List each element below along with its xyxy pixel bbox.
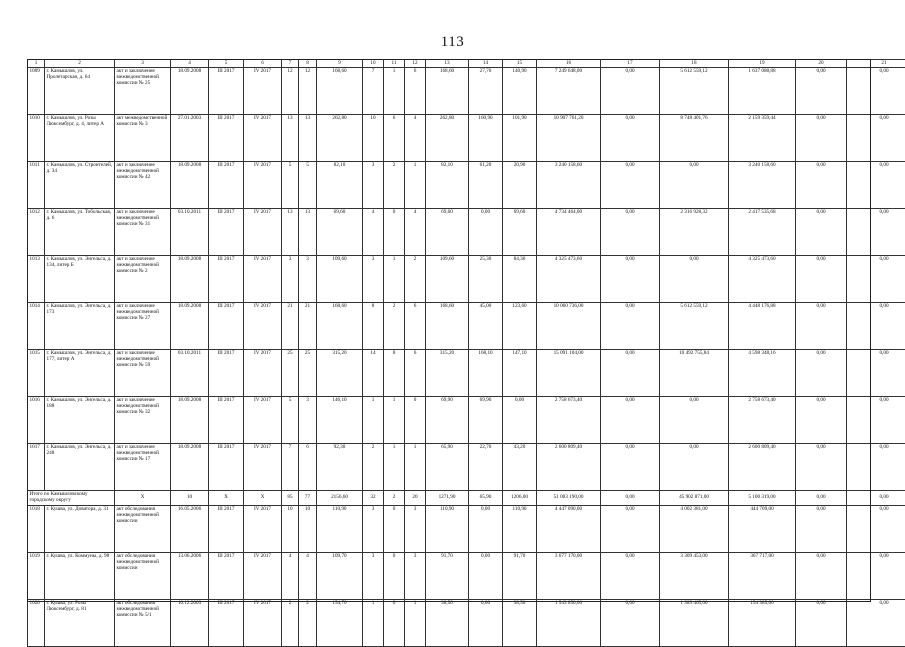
value-cell: 0,00 (847, 256, 905, 303)
total-value: 0,00 (601, 491, 660, 506)
value-cell: 8 (384, 350, 405, 397)
value-cell: 8 748 401,76 (660, 115, 729, 162)
total-value: 20 (405, 491, 426, 506)
value-cell: 367 717,00 (729, 552, 796, 599)
value-cell: IV 2017 (244, 552, 282, 599)
column-number: 18 (660, 60, 729, 68)
row-number: 1011 (28, 162, 45, 209)
address-cell: г. Камышлов, ул. Пролетарская, д. 64 (45, 68, 115, 115)
document-cell: акт и заключение межведомственной комиссии № 25 (115, 68, 171, 115)
value-cell: IV 2017 (244, 397, 282, 444)
value-cell: 14 (363, 350, 384, 397)
document-cell: акт и заключение межведомственной комиссии № 42 (115, 162, 171, 209)
value-cell: 13 (299, 115, 317, 162)
value-cell: 0,00 (847, 68, 905, 115)
value-cell: 2 758 673,40 (537, 397, 601, 444)
total-value: 85 (282, 491, 299, 506)
value-cell: 0,00 (601, 505, 660, 552)
value-cell: 22,70 (469, 444, 503, 491)
value-cell: 18.09.2008 (171, 162, 209, 209)
value-cell: 7 (363, 68, 384, 115)
value-cell: 18.09.2008 (171, 68, 209, 115)
value-cell: 0 (405, 397, 426, 444)
column-number: 11 (384, 60, 405, 68)
value-cell: 7 (282, 444, 299, 491)
value-cell: 0,00 (796, 68, 847, 115)
value-cell: IV 2017 (244, 68, 282, 115)
value-cell: 4 448 176,88 (729, 303, 796, 350)
value-cell: 1 (405, 599, 426, 646)
row-number: 1009 (28, 68, 45, 115)
value-cell: 0,00 (796, 115, 847, 162)
value-cell: 10 (282, 505, 299, 552)
column-number: 5 (209, 60, 244, 68)
value-cell: 3 (299, 256, 317, 303)
value-cell: 168,10 (469, 350, 503, 397)
row-number: 1013 (28, 256, 45, 303)
address-cell: г. Камышлов, ул. Энгельса, д. 134, литер Б (45, 256, 115, 303)
value-cell: 4 325 473,60 (537, 256, 601, 303)
document-cell: акт и заключение межведомственной комиссии № 27 (115, 303, 171, 350)
value-cell: 168,60 (317, 303, 363, 350)
value-cell: 1 (405, 444, 426, 491)
value-cell: 0 (384, 209, 405, 256)
total-value: 45 902 871,00 (660, 491, 729, 506)
value-cell: 18.09.2008 (171, 303, 209, 350)
value-cell: III 2017 (209, 209, 244, 256)
value-cell: 1 389 465,00 (660, 599, 729, 646)
value-cell: 21 (282, 303, 299, 350)
value-cell: 168,60 (317, 68, 363, 115)
value-cell: 444 709,00 (729, 505, 796, 552)
value-cell: 3 (363, 505, 384, 552)
value-cell: 0 (384, 552, 405, 599)
value-cell: IV 2017 (244, 162, 282, 209)
value-cell: 0,00 (469, 505, 503, 552)
value-cell: 0,00 (796, 599, 847, 646)
value-cell: 160,90 (469, 115, 503, 162)
value-cell: 18.09.2008 (171, 397, 209, 444)
value-cell: 4 (299, 552, 317, 599)
total-value: X (209, 491, 244, 506)
value-cell: 3 (405, 505, 426, 552)
value-cell: 0,00 (601, 397, 660, 444)
value-cell: 45,00 (469, 303, 503, 350)
value-cell: 5 (282, 397, 299, 444)
value-cell: 18.09.2008 (171, 444, 209, 491)
value-cell: IV 2017 (244, 115, 282, 162)
value-cell: 0,00 (660, 444, 729, 491)
value-cell: IV 2017 (244, 256, 282, 303)
value-cell: 4 325 473,60 (729, 256, 796, 303)
value-cell: 2 600 809,40 (729, 444, 796, 491)
value-cell: 10.12.2003 (171, 599, 209, 646)
value-cell: 8 (363, 303, 384, 350)
value-cell: 154,70 (317, 599, 363, 646)
value-cell: 18.09.2008 (171, 256, 209, 303)
value-cell: 0,00 (847, 397, 905, 444)
value-cell: 140,90 (503, 68, 537, 115)
value-cell: 109,60 (426, 256, 469, 303)
value-cell: III 2017 (209, 68, 244, 115)
column-number: 1 (28, 60, 45, 68)
value-cell: III 2017 (209, 599, 244, 646)
column-number: 15 (503, 60, 537, 68)
document-cell: акт и заключение межведомственной комиссии № 32 (115, 397, 171, 444)
column-number: 3 (115, 60, 171, 68)
value-cell: 65,90 (426, 444, 469, 491)
value-cell: 3 240 158,60 (729, 162, 796, 209)
value-cell: 10 (363, 115, 384, 162)
value-cell: 38,50 (503, 599, 537, 646)
value-cell: 0,00 (847, 552, 905, 599)
value-cell: 154 385,00 (729, 599, 796, 646)
value-cell: 0,00 (601, 599, 660, 646)
column-number: 21 (847, 60, 905, 68)
value-cell: 1 543 850,00 (537, 599, 601, 646)
value-cell: 27.01.2003 (171, 115, 209, 162)
value-cell: 20,90 (503, 162, 537, 209)
value-cell: 4 (282, 552, 299, 599)
row-number: 1012 (28, 209, 45, 256)
address-cell: г. Кушва, ул. Розы Люксембург, д. 81 (45, 599, 115, 646)
document-cell: акт и заключение межведомственной комиссии № 31 (115, 209, 171, 256)
document-cell: акт обследования межведомственной комиссии № 5/1 (115, 599, 171, 646)
column-number: 10 (363, 60, 384, 68)
total-value: 51 003 190,00 (537, 491, 601, 506)
row-number: 1015 (28, 350, 45, 397)
value-cell: 0,00 (601, 303, 660, 350)
value-cell: 101,90 (503, 115, 537, 162)
value-cell: 0,00 (847, 115, 905, 162)
value-cell: 0 (384, 505, 405, 552)
value-cell: 0,00 (660, 397, 729, 444)
total-value: 2 (384, 491, 405, 506)
value-cell: 146,10 (317, 397, 363, 444)
value-cell: 2 (384, 303, 405, 350)
value-cell: 0,00 (847, 303, 905, 350)
value-cell: 2 (405, 256, 426, 303)
value-cell: 5 612 559,12 (660, 303, 729, 350)
document-cell: акт межведомственной комиссии № 3 (115, 115, 171, 162)
value-cell: 0,00 (601, 209, 660, 256)
value-cell: 110,90 (426, 505, 469, 552)
value-cell: 4 002 381,00 (660, 505, 729, 552)
value-cell: 16.05.2006 (171, 505, 209, 552)
address-cell: г. Камышлов, ул. Энгельса, д. 177, литер А (45, 350, 115, 397)
value-cell: III 2017 (209, 162, 244, 209)
value-cell: 5 (282, 162, 299, 209)
total-value: X (115, 491, 171, 506)
total-value: 32 (363, 491, 384, 506)
value-cell: 0,00 (847, 599, 905, 646)
value-cell: 0 (384, 599, 405, 646)
value-cell: 0,00 (601, 162, 660, 209)
value-cell: 1 (384, 397, 405, 444)
value-cell: 0,00 (601, 350, 660, 397)
value-cell: 2 (363, 444, 384, 491)
value-cell: 5 (299, 162, 317, 209)
value-cell: 6 (405, 68, 426, 115)
value-cell: 0,00 (469, 209, 503, 256)
total-value: 0,00 (796, 491, 847, 506)
value-cell: 1 (405, 162, 426, 209)
value-cell: 5 612 559,12 (660, 68, 729, 115)
value-cell: 3 (405, 552, 426, 599)
value-cell: 262,80 (317, 115, 363, 162)
value-cell: 110,90 (317, 505, 363, 552)
value-cell: 0,00 (601, 68, 660, 115)
value-cell: 3 (282, 256, 299, 303)
address-cell: г. Камышлов, ул. Энгельса, д. 173 (45, 303, 115, 350)
value-cell: 6 (384, 115, 405, 162)
column-number: 8 (299, 60, 317, 68)
value-cell: 4 598 348,16 (729, 350, 796, 397)
value-cell: 0,00 (847, 505, 905, 552)
value-cell: 25,30 (469, 256, 503, 303)
total-label: Итого по Камышловскому городскому округу (28, 491, 115, 506)
value-cell: 03.10.2011 (171, 350, 209, 397)
value-cell: 12 (299, 68, 317, 115)
value-cell: 69,60 (426, 209, 469, 256)
total-value: 5 100 319,00 (729, 491, 796, 506)
value-cell: 84,30 (503, 256, 537, 303)
column-number: 12 (405, 60, 426, 68)
total-value: 1271,90 (426, 491, 469, 506)
document-cell: акт и заключение межведомственной комиссии № 59 (115, 350, 171, 397)
value-cell: 69,90 (469, 397, 503, 444)
document-cell: акт и заключение межведомственной комиссии № 2 (115, 256, 171, 303)
address-cell: г. Камышлов, ул. Строителей, д. 34 (45, 162, 115, 209)
value-cell: 2 758 673,40 (729, 397, 796, 444)
value-cell: 0,00 (469, 552, 503, 599)
value-cell: IV 2017 (244, 303, 282, 350)
value-cell: III 2017 (209, 115, 244, 162)
value-cell: 25 (299, 350, 317, 397)
value-cell: 2 316 928,32 (660, 209, 729, 256)
value-cell: 6 (405, 303, 426, 350)
value-cell: IV 2017 (244, 444, 282, 491)
address-cell: г. Кушва, ул. Доватора, д. 31 (45, 505, 115, 552)
value-cell: 0,00 (796, 397, 847, 444)
value-cell: III 2017 (209, 256, 244, 303)
page-number: 113 (0, 34, 905, 51)
value-cell: 2 417 535,68 (729, 209, 796, 256)
table-row (28, 599, 905, 646)
total-value: 0,00 (847, 491, 905, 506)
value-cell: 2 600 809,40 (537, 444, 601, 491)
value-cell: 0,00 (601, 115, 660, 162)
total-value: 77 (299, 491, 317, 506)
value-cell: 13 (282, 115, 299, 162)
value-cell: 2 159 359,44 (729, 115, 796, 162)
row-number: 1017 (28, 444, 45, 491)
value-cell: 2 (299, 599, 317, 646)
value-cell: III 2017 (209, 397, 244, 444)
value-cell: 147,10 (503, 350, 537, 397)
value-cell: 109,60 (317, 256, 363, 303)
value-cell: 0,00 (796, 209, 847, 256)
value-cell: 0,00 (601, 552, 660, 599)
value-cell: III 2017 (209, 350, 244, 397)
total-value: X (244, 491, 282, 506)
value-cell: 123,60 (503, 303, 537, 350)
column-number: 13 (426, 60, 469, 68)
value-cell: 10 (299, 505, 317, 552)
value-cell: 13 (299, 209, 317, 256)
value-cell: 0,00 (847, 209, 905, 256)
value-cell: 03.10.2011 (171, 209, 209, 256)
address-cell: г. Кушва, ул. Коммуны, д. 98 (45, 552, 115, 599)
value-cell: 0,00 (660, 162, 729, 209)
value-cell: 0,00 (796, 505, 847, 552)
value-cell: 168,60 (426, 68, 469, 115)
total-value: 2156,60 (317, 491, 363, 506)
value-cell: III 2017 (209, 505, 244, 552)
value-cell: 27,70 (469, 68, 503, 115)
value-cell: 1 (363, 397, 384, 444)
value-cell: 6 (299, 444, 317, 491)
value-cell: 10 492 755,84 (660, 350, 729, 397)
value-cell: 92,30 (317, 444, 363, 491)
address-cell: г. Камышлов, ул. Энгельса, д. 188 (45, 397, 115, 444)
value-cell: 3 (363, 552, 384, 599)
value-cell: 0,00 (601, 444, 660, 491)
sheet-border (27, 59, 871, 602)
value-cell: IV 2017 (244, 599, 282, 646)
value-cell: 110,90 (503, 505, 537, 552)
value-cell: 0,00 (796, 552, 847, 599)
value-cell: 61,20 (469, 162, 503, 209)
value-cell: 4 (405, 115, 426, 162)
value-cell: 82,10 (317, 162, 363, 209)
value-cell: 2 (384, 162, 405, 209)
value-cell: 21 (299, 303, 317, 350)
value-cell: 0,00 (847, 350, 905, 397)
total-value: 65,90 (469, 491, 503, 506)
value-cell: 3 (363, 256, 384, 303)
row-number: 1018 (28, 505, 45, 552)
value-cell: III 2017 (209, 552, 244, 599)
value-cell: IV 2017 (244, 505, 282, 552)
address-cell: г. Камышлов, ул. Розы Люксембург, д. 4, литер А (45, 115, 115, 162)
value-cell: 315,20 (426, 350, 469, 397)
value-cell: 262,80 (426, 115, 469, 162)
value-cell: 0,00 (847, 162, 905, 209)
value-cell: 1 (384, 256, 405, 303)
value-cell: 0,00 (796, 444, 847, 491)
value-cell: 1 (384, 68, 405, 115)
row-number: 1020 (28, 599, 45, 646)
value-cell: 0,00 (796, 256, 847, 303)
total-value: 1206,00 (503, 491, 537, 506)
column-number: 20 (796, 60, 847, 68)
total-value: 10 (171, 491, 209, 506)
value-cell: 168,60 (426, 303, 469, 350)
value-cell: IV 2017 (244, 209, 282, 256)
value-cell: 12 (282, 68, 299, 115)
value-cell: 43,20 (503, 444, 537, 491)
value-cell: 4 734 464,00 (537, 209, 601, 256)
row-number: 1016 (28, 397, 45, 444)
value-cell: 91,70 (503, 552, 537, 599)
value-cell: 7 249 648,00 (537, 68, 601, 115)
value-cell: 13 (282, 209, 299, 256)
value-cell: 10 060 736,00 (537, 303, 601, 350)
row-number: 1014 (28, 303, 45, 350)
value-cell: III 2017 (209, 444, 244, 491)
value-cell: 3 677 170,00 (537, 552, 601, 599)
value-cell: 10 907 761,20 (537, 115, 601, 162)
value-cell: 3 309 453,00 (660, 552, 729, 599)
document-cell: акт и заключение межведомственной комиссии № 17 (115, 444, 171, 491)
document-cell: акт обследования межведомственной комиссии (115, 505, 171, 552)
value-cell: 38,50 (426, 599, 469, 646)
value-cell: 1 637 088,88 (729, 68, 796, 115)
value-cell: 0,00 (796, 350, 847, 397)
document-cell: акт обследования межведомственной комиссии (115, 552, 171, 599)
value-cell: 0,00 (503, 397, 537, 444)
column-number: 17 (601, 60, 660, 68)
value-cell: 0,00 (847, 444, 905, 491)
value-cell: 4 447 090,00 (537, 505, 601, 552)
row-number: 1010 (28, 115, 45, 162)
value-cell: 4 (405, 209, 426, 256)
value-cell: 3 (299, 397, 317, 444)
value-cell: 69,90 (426, 397, 469, 444)
column-number: 7 (282, 60, 299, 68)
value-cell: 13.06.2006 (171, 552, 209, 599)
value-cell: 109,70 (317, 552, 363, 599)
value-cell: 15 091 104,00 (537, 350, 601, 397)
value-cell: IV 2017 (244, 350, 282, 397)
value-cell: 25 (282, 350, 299, 397)
address-cell: г. Камышлов, ул. Энгельса, д. 248 (45, 444, 115, 491)
column-number: 4 (171, 60, 209, 68)
value-cell: 1 (363, 599, 384, 646)
column-number: 16 (537, 60, 601, 68)
value-cell: 0,00 (601, 256, 660, 303)
address-cell: г. Камышлов, ул. Тобольская, д. 6 (45, 209, 115, 256)
value-cell: 0,00 (796, 303, 847, 350)
value-cell: 3 240 158,60 (537, 162, 601, 209)
column-number: 14 (469, 60, 503, 68)
value-cell: III 2017 (209, 303, 244, 350)
value-cell: 315,20 (317, 350, 363, 397)
value-cell: 91,70 (426, 552, 469, 599)
column-number: 2 (45, 60, 115, 68)
value-cell: 6 (405, 350, 426, 397)
value-cell: 82,10 (426, 162, 469, 209)
value-cell: 0,00 (796, 162, 847, 209)
column-number: 6 (244, 60, 282, 68)
row-number: 1019 (28, 552, 45, 599)
value-cell: 0,00 (469, 599, 503, 646)
value-cell: 0,00 (660, 256, 729, 303)
value-cell: 1 (384, 444, 405, 491)
value-cell: 4 (363, 209, 384, 256)
column-number: 19 (729, 60, 796, 68)
value-cell: 69,60 (503, 209, 537, 256)
column-number: 9 (317, 60, 363, 68)
value-cell: 69,60 (317, 209, 363, 256)
value-cell: 2 (282, 599, 299, 646)
value-cell: 3 (363, 162, 384, 209)
